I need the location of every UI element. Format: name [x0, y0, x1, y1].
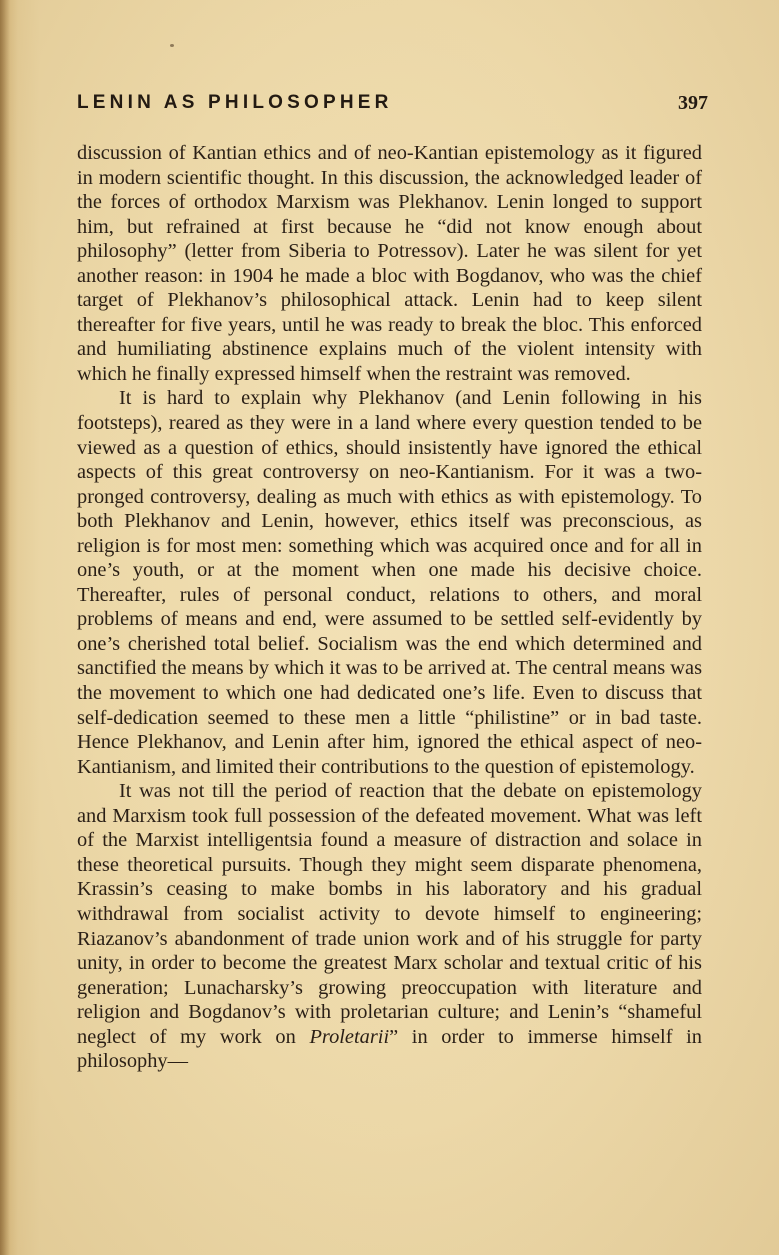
- running-head: [77, 90, 708, 120]
- proletarii-title: Proletarii: [309, 1025, 390, 1048]
- paragraph-2: It is hard to explain why Plekhanov (and Lenin following in his footsteps), reared as they were in a land where every question tended to be viewed as a question of ethics, should insistently have ignored the ethical aspects of this great controversy on neo-Kantianism. For it was a two-pronged controversy, dealing as much with ethics as with epistemology. To both Plekhanov and Lenin, however, ethics itself was preconscious, as religion is for most men: something which was acquired once and for all in one’s youth, or at the moment when one made his decisive choice. Thereafter, rules of personal conduct, relations to others, and moral problems of means and end, were assumed to be settled self-evidently by one’s cherished total belief. Socialism was the end which determined and sanctified the means by which it was to be arrived at. The central means was the movement to which one had dedicated one’s life. Even to discuss that self-dedication seemed to these men a little “philistine” or in bad taste. Hence Plekhanov, and Lenin after him, ignored the ethical aspect of neo-Kantianism, and limited their contributions to the question of epistemology.: [77, 387, 702, 778]
- paragraph-3-text-end: ” in order to immerse himself in philosophy—: [77, 1025, 702, 1073]
- paper-fleck: [170, 44, 174, 47]
- page-number: 397: [678, 92, 708, 114]
- paragraph-3: [77, 779, 702, 1074]
- body-text: [77, 141, 702, 1074]
- paragraph-1: discussion of Kantian ethics and of neo-Kantian epistemology as it figured in modern scientific thought. In this discussion, the acknowledged leader of the forces of orthodox Marxism was Plekhanov. Lenin longed to support him, but refrained at first because he “did not know enough about philosophy” (letter from Siberia to Potressov). Later he was silent for yet another reason: in 1904 he made a bloc with Bogdanov, who was the chief target of Plekhanov’s philosophical attack. Lenin had to keep silent thereafter for five years, until he was ready to break the bloc. This enforced and humiliating abstinence explains much of the violent intensity with which he finally expressed himself when the restraint was removed.: [77, 142, 702, 385]
- spine-shadow: [0, 0, 10, 1255]
- running-title: LENIN AS PHILOSOPHER: [77, 92, 393, 113]
- paragraph-3-text: It was not till the period of reaction that the debate on epistemology and Marxism took full possession of the defeated movement. What was left of the Marxist intelligentsia found a measure of distraction and solace in these theoretical pursuits. Though they might seem disparate phenomena, Krassin’s ceasing to make bombs in his laboratory and his gradual withdrawal from socialist activity to devote himself to engineering; Riazanov’s abandonment of trade union work and of his struggle for party unity, in order to become the greatest Marx scholar and textual critic of his generation; Lunacharsky’s growing preoccupation with literature and religion and Bogdanov’s with proletarian culture; and Lenin’s “shameful neglect of my work on: [77, 780, 702, 1048]
